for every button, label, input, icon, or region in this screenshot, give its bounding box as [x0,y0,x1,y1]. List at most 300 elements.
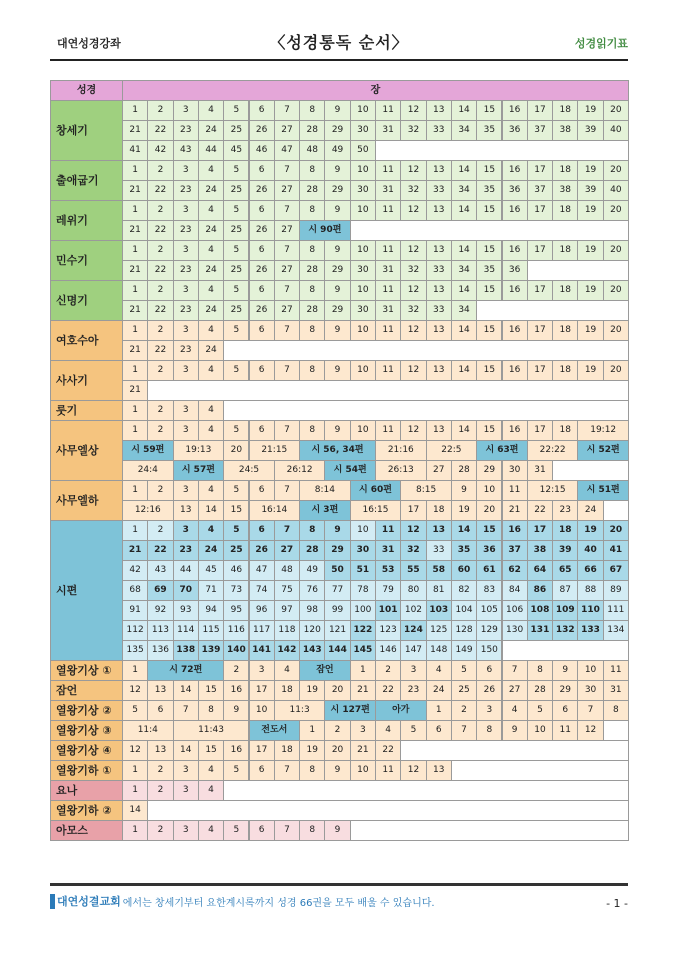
chapter-cell: 75 [274,580,300,601]
empty-cell [603,500,629,521]
chapter-cell: 32 [400,180,426,201]
chapter-cell: 5 [223,280,249,301]
chapter-cell: 129 [476,620,502,641]
chapter-cell: 10 [350,200,376,221]
chapter-cell: 4 [502,700,528,721]
chapter-cell: 23 [400,680,426,701]
chapter-cell: 28 [299,540,325,561]
chapter-cell: 31 [375,180,401,201]
chapter-cell: 18 [552,240,578,261]
chapter-cell: 5 [122,700,148,721]
chapter-cell: 142 [274,640,300,661]
chapter-cell: 35 [476,180,502,201]
chapter-cell: 91 [122,600,148,621]
chapter-cell: 22:22 [527,440,579,461]
chapter-cell: 32 [400,300,426,321]
chapter-cell: 5 [451,660,477,681]
chapter-cell: 3 [173,760,199,781]
chapter-cell: 35 [476,120,502,141]
chapter-cell: 21 [350,740,376,761]
chapter-cell: 81 [426,580,452,601]
chapter-cell: 7 [274,160,300,181]
chapter-cell: 2 [147,420,173,441]
chapter-cell: 17 [527,200,553,221]
empty-cell [451,760,629,781]
chapter-cell: 17 [400,500,426,521]
chapter-cell: 7 [274,100,300,121]
book-name: 민수기 [50,240,123,281]
chapter-cell: 89 [603,580,629,601]
reading-note: 시 59편 [122,440,174,461]
empty-cell [223,400,629,421]
chapter-cell: 134 [603,620,629,641]
chapter-cell: 6 [249,100,275,121]
chapter-cell: 22:5 [426,440,478,461]
chapter-cell: 16 [502,320,528,341]
chapter-cell: 11:3 [274,700,326,721]
chapter-cell: 17 [527,280,553,301]
chapter-cell: 14 [451,420,477,441]
chapter-cell: 12 [400,280,426,301]
chapter-cell: 20 [603,320,629,341]
chapter-cell: 30 [350,260,376,281]
chapter-cell: 21 [122,300,148,321]
chapter-cell: 4 [198,400,224,421]
chapter-cell: 28 [299,300,325,321]
chapter-cell: 13 [426,420,452,441]
chapter-cell: 121 [324,620,350,641]
chapter-cell: 3 [173,400,199,421]
chapter-cell: 114 [173,620,199,641]
chapter-cell: 15 [223,500,249,521]
book-name: 룻기 [50,400,123,421]
chapter-cell: 86 [527,580,553,601]
chapter-cell: 93 [173,600,199,621]
chapter-cell: 29 [324,120,350,141]
chapter-cell: 62 [502,560,528,581]
chapter-cell: 148 [426,640,452,661]
chapter-cell: 6 [249,420,275,441]
chapter-cell: 15 [198,680,224,701]
footer-divider [50,883,628,886]
chapter-cell: 12 [400,760,426,781]
chapter-cell: 24 [198,180,224,201]
chapter-cell: 1 [122,400,148,421]
chapter-cell: 41 [122,140,148,161]
chapter-cell: 4 [198,240,224,261]
chapter-cell: 5 [223,820,249,841]
chapter-cell: 24 [577,500,603,521]
chapter-cell: 66 [577,560,603,581]
chapter-cell: 4 [198,780,224,801]
reading-note: 시 54편 [324,460,376,481]
chapter-cell: 6 [249,820,275,841]
chapter-cell: 11 [502,480,528,501]
chapter-cell: 3 [173,520,199,541]
chapter-cell: 23 [173,180,199,201]
chapter-cell: 31 [603,680,629,701]
chapter-cell: 11 [375,240,401,261]
chapter-cell: 22 [527,500,553,521]
book-name: 열왕기상 ① [50,660,123,681]
chapter-cell: 2 [147,780,173,801]
chapter-cell: 34 [451,120,477,141]
reading-note: 시 56, 34편 [299,440,376,461]
chapter-cell: 5 [223,320,249,341]
chapter-cell: 15 [198,740,224,761]
chapter-cell: 77 [324,580,350,601]
chapter-cell: 100 [350,600,376,621]
chapter-cell: 9 [324,360,350,381]
reading-note: 시 60편 [350,480,402,501]
chapter-cell: 16 [502,520,528,541]
chapter-cell: 53 [375,560,401,581]
chapter-cell: 33 [426,120,452,141]
chapter-cell: 40 [577,540,603,561]
chapter-cell: 25 [223,180,249,201]
book-name: 아모스 [50,820,123,841]
book-name: 열왕기상 ④ [50,740,123,761]
chapter-cell: 1 [122,360,148,381]
chapter-cell: 9 [324,280,350,301]
chapter-cell: 69 [147,580,173,601]
chapter-cell: 21 [122,540,148,561]
chapter-cell: 9 [324,820,350,841]
reading-note: 시 57편 [173,460,225,481]
chapter-cell: 35 [451,540,477,561]
chapter-cell: 7 [502,660,528,681]
book-name: 창세기 [50,100,123,161]
chapter-cell: 3 [173,100,199,121]
chapter-cell: 1 [122,520,148,541]
chapter-cell: 17 [527,240,553,261]
chapter-cell: 12 [122,740,148,761]
chapter-cell: 8 [198,700,224,721]
chapter-cell: 42 [122,560,148,581]
chapter-cell: 5 [223,760,249,781]
chapter-cell: 21 [350,680,376,701]
chapter-cell: 23 [173,540,199,561]
chapter-cell: 13 [173,500,199,521]
chapter-cell: 14 [451,280,477,301]
chapter-cell: 16:14 [249,500,301,521]
book-name: 출애굽기 [50,160,123,201]
book-name: 신명기 [50,280,123,321]
chapter-cell: 44 [173,560,199,581]
chapter-cell: 8 [299,280,325,301]
book-name: 시편 [50,520,123,661]
chapter-cell: 25 [223,260,249,281]
chapter-cell: 12 [577,720,603,741]
chapter-cell: 18 [552,200,578,221]
chapter-cell: 20 [603,160,629,181]
chapter-cell: 1 [122,660,148,681]
empty-cell [375,140,629,161]
chapter-cell: 9 [324,760,350,781]
chapter-cell: 10 [350,240,376,261]
chapter-cell: 18 [552,520,578,541]
chapter-cell: 29 [324,300,350,321]
chapter-cell: 2 [147,240,173,261]
page-number: - 1 - [606,897,628,910]
chapter-cell: 31 [375,300,401,321]
chapter-cell: 30 [502,460,528,481]
chapter-cell: 21 [122,260,148,281]
chapter-cell: 33 [426,540,452,561]
chapter-cell: 1 [122,240,148,261]
chapter-cell: 2 [324,720,350,741]
chapter-cell: 22 [147,220,173,241]
chapter-cell: 4 [198,200,224,221]
chapter-cell: 2 [147,200,173,221]
chapter-cell: 23 [552,500,578,521]
chapter-cell: 19 [577,100,603,121]
chapter-cell: 125 [426,620,452,641]
chapter-cell: 36 [502,260,528,281]
chapter-cell: 3 [173,420,199,441]
chapter-cell: 17 [527,100,553,121]
chapter-cell: 3 [173,320,199,341]
chapter-cell: 28 [451,460,477,481]
chapter-cell: 4 [274,660,300,681]
chapter-cell: 27 [426,460,452,481]
chapter-cell: 80 [400,580,426,601]
chapter-cell: 9 [324,160,350,181]
chapter-cell: 8 [299,240,325,261]
chapter-cell: 16:15 [350,500,402,521]
chapter-cell: 6 [249,360,275,381]
chapter-cell: 30 [350,300,376,321]
chapter-cell: 16 [502,240,528,261]
chapter-cell: 7 [274,820,300,841]
chapter-cell: 133 [577,620,603,641]
chapter-cell: 8 [476,720,502,741]
chapter-cell: 112 [122,620,148,641]
chapter-cell: 139 [198,640,224,661]
chapter-cell: 6 [249,200,275,221]
chapter-cell: 26 [249,180,275,201]
chapter-cell: 3 [400,660,426,681]
chapter-cell: 96 [249,600,275,621]
reading-note: 시 72편 [147,660,224,681]
chapter-cell: 30 [577,680,603,701]
chapter-cell: 101 [375,600,401,621]
chapter-cell: 10 [527,720,553,741]
header-chapter: 장 [122,80,629,101]
chapter-cell: 8 [299,520,325,541]
chapter-cell: 34 [451,300,477,321]
reading-note: 시 52편 [577,440,629,461]
chapter-cell: 12 [400,100,426,121]
chapter-cell: 128 [451,620,477,641]
chapter-cell: 29 [552,680,578,701]
chapter-cell: 18 [552,420,578,441]
chapter-cell: 140 [223,640,249,661]
chapter-cell: 1 [299,720,325,741]
chapter-cell: 108 [527,600,553,621]
chapter-cell: 12 [400,420,426,441]
chapter-cell: 3 [173,820,199,841]
reading-note: 시 51편 [577,480,629,501]
chapter-cell: 78 [350,580,376,601]
chapter-cell: 3 [173,280,199,301]
chapter-cell: 24 [198,260,224,281]
chapter-cell: 99 [324,600,350,621]
chapter-cell: 9 [324,320,350,341]
chapter-cell: 123 [375,620,401,641]
chapter-cell: 7 [577,700,603,721]
chapter-cell: 48 [274,560,300,581]
chapter-cell: 3 [173,780,199,801]
chapter-cell: 10 [350,360,376,381]
chapter-cell: 20 [603,240,629,261]
chapter-cell: 149 [451,640,477,661]
chapter-cell: 10 [350,280,376,301]
chapter-cell: 2 [147,280,173,301]
chapter-cell: 10 [350,760,376,781]
chapter-cell: 14 [173,740,199,761]
book-name: 열왕기상 ③ [50,720,123,741]
chapter-cell: 6 [249,760,275,781]
reading-note: 아가 [375,700,427,721]
chapter-cell: 20 [603,520,629,541]
reading-table [50,80,628,840]
chapter-cell: 27 [502,680,528,701]
chapter-cell: 6 [249,520,275,541]
chapter-cell: 55 [400,560,426,581]
chapter-cell: 1 [122,100,148,121]
chapter-cell: 6 [249,160,275,181]
chapter-cell: 87 [552,580,578,601]
chapter-cell: 97 [274,600,300,621]
chapter-cell: 19 [577,520,603,541]
header-book: 성경 [50,80,123,101]
chapter-cell: 13 [426,520,452,541]
chapter-cell: 19 [451,500,477,521]
chapter-cell: 5 [223,160,249,181]
chapter-cell: 138 [173,640,199,661]
chapter-cell: 1 [122,780,148,801]
chapter-cell: 49 [324,140,350,161]
chapter-cell: 16 [502,160,528,181]
book-name: 열왕기하 ① [50,760,123,781]
chapter-cell: 1 [122,820,148,841]
reading-note: 시 63편 [476,440,528,461]
chapter-cell: 13 [426,760,452,781]
chapter-cell: 14 [451,360,477,381]
chapter-cell: 46 [249,140,275,161]
chapter-cell: 11:4 [122,720,174,741]
chapter-cell: 17 [527,160,553,181]
chapter-cell: 42 [147,140,173,161]
chapter-cell: 8 [603,700,629,721]
chapter-cell: 6 [249,480,275,501]
chapter-cell: 1 [122,200,148,221]
chapter-cell: 95 [223,600,249,621]
chapter-cell: 65 [552,560,578,581]
empty-cell [147,380,629,401]
chapter-cell: 28 [527,680,553,701]
chapter-cell: 43 [173,140,199,161]
chapter-cell: 19:12 [577,420,629,441]
chapter-cell: 113 [147,620,173,641]
chapter-cell: 5 [223,420,249,441]
chapter-cell: 22 [147,120,173,141]
chapter-cell: 14 [451,200,477,221]
chapter-cell: 16 [223,680,249,701]
chapter-cell: 7 [274,420,300,441]
chapter-cell: 4 [198,360,224,381]
chapter-cell: 8 [299,760,325,781]
chapter-cell: 14 [451,160,477,181]
chapter-cell: 26 [249,260,275,281]
chapter-cell: 2 [147,480,173,501]
chapter-cell: 45 [198,560,224,581]
chapter-cell: 31 [375,120,401,141]
chapter-cell: 50 [350,140,376,161]
chapter-cell: 49 [299,560,325,581]
chapter-cell: 9 [223,700,249,721]
chapter-cell: 50 [324,560,350,581]
chapter-cell: 34 [451,180,477,201]
title-divider [50,59,628,61]
chapter-cell: 15 [476,240,502,261]
chapter-cell: 7 [274,520,300,541]
chapter-cell: 6 [249,240,275,261]
chapter-cell: 10 [350,520,376,541]
chapter-cell: 17 [527,420,553,441]
reading-note: 시 90편 [299,220,351,241]
chapter-cell: 7 [451,720,477,741]
chapter-cell: 11 [375,760,401,781]
book-name: 잠언 [50,680,123,701]
chapter-cell: 19 [577,360,603,381]
chapter-cell: 64 [527,560,553,581]
chapter-cell: 32 [400,260,426,281]
chapter-cell: 18 [552,280,578,301]
chapter-cell: 32 [400,540,426,561]
chapter-cell: 9 [324,420,350,441]
chapter-cell: 28 [299,260,325,281]
chapter-cell: 25 [451,680,477,701]
chapter-cell: 14 [451,320,477,341]
chapter-cell: 31 [527,460,553,481]
empty-cell [147,800,629,821]
chapter-cell: 16 [502,100,528,121]
chapter-cell: 21 [122,380,148,401]
chapter-cell: 71 [198,580,224,601]
chapter-cell: 17 [527,520,553,541]
chapter-cell: 30 [350,540,376,561]
chapter-cell: 5 [223,200,249,221]
chapter-cell: 9 [324,520,350,541]
chapter-cell: 29 [476,460,502,481]
chapter-cell: 22 [375,680,401,701]
chapter-cell: 29 [324,540,350,561]
chapter-cell: 30 [350,120,376,141]
chapter-cell: 7 [274,480,300,501]
chapter-cell: 12 [400,240,426,261]
chapter-cell: 16 [502,420,528,441]
chapter-cell: 11 [603,660,629,681]
chapter-cell: 44 [198,140,224,161]
chapter-cell: 15 [476,520,502,541]
chapter-cell: 48 [299,140,325,161]
chapter-cell: 106 [502,600,528,621]
chapter-cell: 130 [502,620,528,641]
chapter-cell: 18 [274,680,300,701]
chapter-cell: 4 [198,480,224,501]
